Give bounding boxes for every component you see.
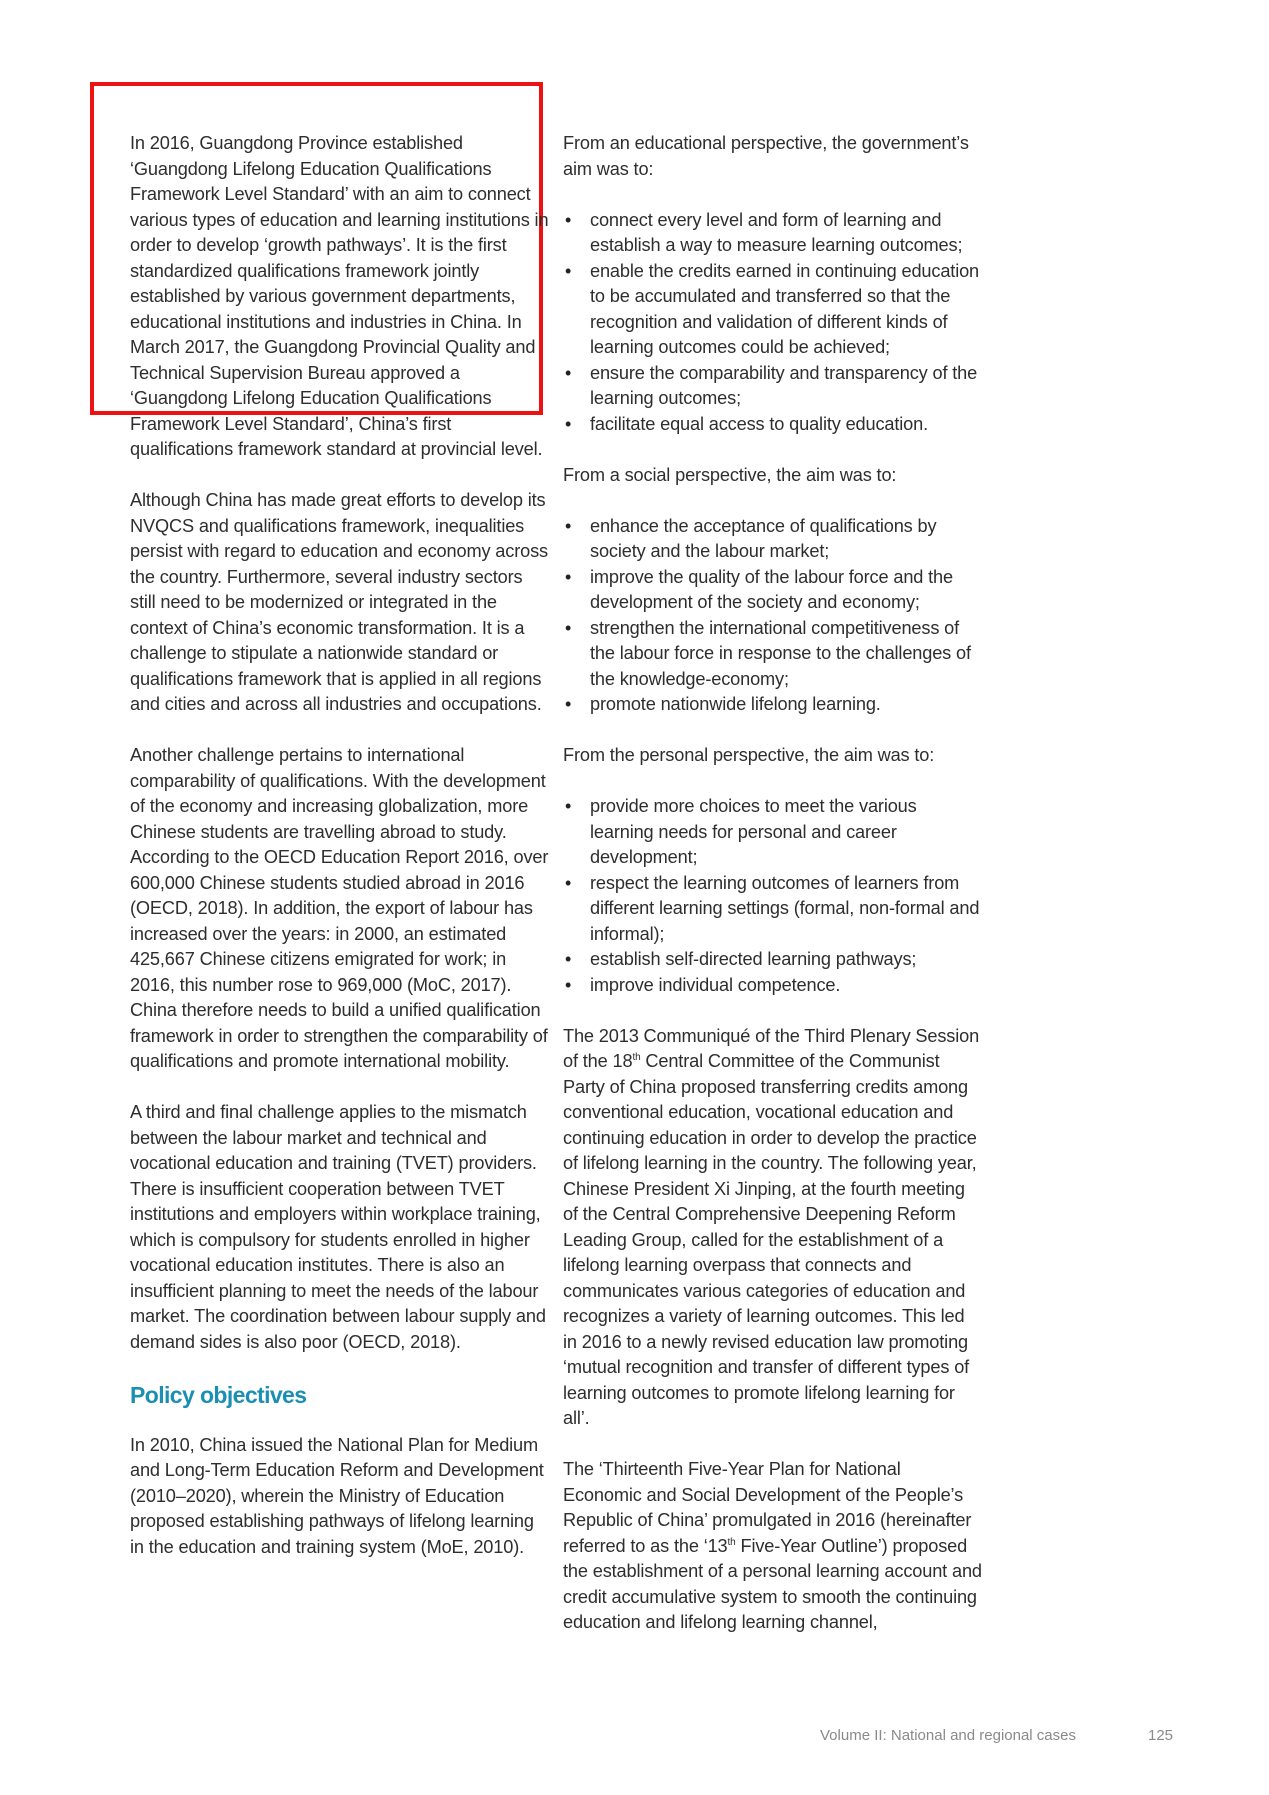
list-item: • provide more choices to meet the various learning needs for personal and career development; (563, 794, 983, 871)
list-item: • establish self-directed learning pathways; (563, 947, 983, 973)
list-item: • facilitate equal access to quality education. (563, 412, 983, 438)
personal-perspective-intro: From the personal perspective, the aim was to: (563, 745, 935, 765)
educational-perspective-intro: From an educational perspective, the government’s aim was to: (563, 133, 969, 179)
list-item: • improve the quality of the labour force and the development of the society and economy; (563, 565, 983, 616)
left-column (130, 131, 550, 1586)
list-item: • enhance the acceptance of qualifications by society and the labour market; (563, 514, 983, 565)
list-item: • improve individual competence. (563, 973, 983, 999)
section-heading-policy-objectives: Policy objectives (130, 1381, 307, 1408)
list-item: • respect the learning outcomes of learners from different learning settings (formal, non-formal and informal); (563, 871, 983, 948)
running-title: Volume II: National and regional cases (820, 1727, 1076, 1744)
paragraph-labour-mismatch: A third and final challenge applies to the mismatch between the labour market and technical and vocational education and training (TVET) providers. There is insufficient cooperation between TVET institutions and employers within workplace training, which is compulsory for students enrolled in higher vocational education institutes. There is also an insufficient planning to meet the needs of the labour market. The coordination between labour supply and demand sides is also poor (OECD, 2018). (130, 1102, 546, 1352)
list-item: • enable the credits earned in continuing education to be accumulated and transferred so that the recognition and validation of different kinds of learning outcomes could be achieved; (563, 259, 983, 361)
list-item: • strengthen the international competitiveness of the labour force in response to the challenges of the knowledge-economy; (563, 616, 983, 693)
list-item: • ensure the comparability and transparency of the learning outcomes; (563, 361, 983, 412)
paragraph-communique: The 2013 Communiqué of the Third Plenary Session of the 18th Central Committee of the Communist Party of China proposed transferring credits among conventional education, vocational education and continuing education in order to develop the practice of lifelong learning in the country. The following year, Chinese President Xi Jinping, at the fourth meeting of the Central Comprehensive Deepening Reform Leading Group, called for the establishment of a lifelong learning overpass that connects and communicates various categories of education and recognizes a variety of learning outcomes. This led in 2016 to a newly revised education law promoting ‘mutual recognition and transfer of different types of learning outcomes to promote lifelong learning for all’. (563, 1025, 980, 1428)
social-aims-list (563, 514, 983, 718)
personal-aims-list (563, 794, 983, 998)
list-item: • connect every level and form of learning and establish a way to measure learning outcomes; (563, 208, 983, 259)
social-perspective-intro: From a social perspective, the aim was to: (563, 464, 897, 485)
paragraph-inequalities-challenge: Although China has made great efforts to develop its NVQCS and qualifications framework, inequalities persist with regard to education and economy across the country. Furthermore, several industry sectors still need to be modernized or integrated in the context of China’s economic transformation. It is a challenge to stipulate a nationwide standard or qualifications framework that is applied in all regions and cities and across all industries and occupations. (130, 490, 548, 714)
paragraph-international-comparability: Another challenge pertains to international comparability of qualifications. With the development of the economy and increasing globalization, more Chinese students are travelling abroad to study. According to the OECD Education Report 2016, over 600,000 Chinese students studied abroad in 2016 (OECD, 2018). In addition, the export of labour has increased over the years: in 2000, an estimated 425,667 Chinese citizens emigrated for work; in 2016, this number rose to 969,000 (MoC, 2017). China therefore needs to build a unified qualification framework in order to strengthen the comparability of qualifications and promote international mobility. (130, 745, 549, 1071)
paragraph-guangdong: In 2016, Guangdong Province established ‘Guangdong Lifelong Education Qualifications Framework Level Standard’ with an aim to connect various types of education and learning institutions in order to develop ‘growth pathways’. It is the first standardized qualifications framework jointly established by various government departments, educational institutions and industries in China. In March 2017, the Guangdong Provincial Quality and Technical Supervision Bureau approved a ‘Guangdong Lifelong Education Qualifications Framework Level Standard’, China’s first qualifications framework standard at provincial level. (130, 133, 549, 459)
list-item: • promote nationwide lifelong learning. (563, 692, 983, 718)
paragraph-five-year-plan: The ‘Thirteenth Five-Year Plan for National Economic and Social Development of the People’s Republic of China’ promulgated in 2016 (hereinafter referred to as the ‘13th Five-Year Outline’) proposed the establishment of a personal learning account and credit accumulative system to smooth the continuing education and lifelong learning channel, (563, 1459, 982, 1632)
paragraph-national-plan: In 2010, China issued the National Plan for Medium and Long-Term Education Reform and Development (2010–2020), wherein the Ministry of Education proposed establishing pathways of lifelong learning in the education and training system (MoE, 2010). (130, 1434, 544, 1557)
educational-aims-list (563, 208, 983, 438)
page-number: 125 (1148, 1727, 1174, 1744)
right-column (563, 131, 983, 1661)
